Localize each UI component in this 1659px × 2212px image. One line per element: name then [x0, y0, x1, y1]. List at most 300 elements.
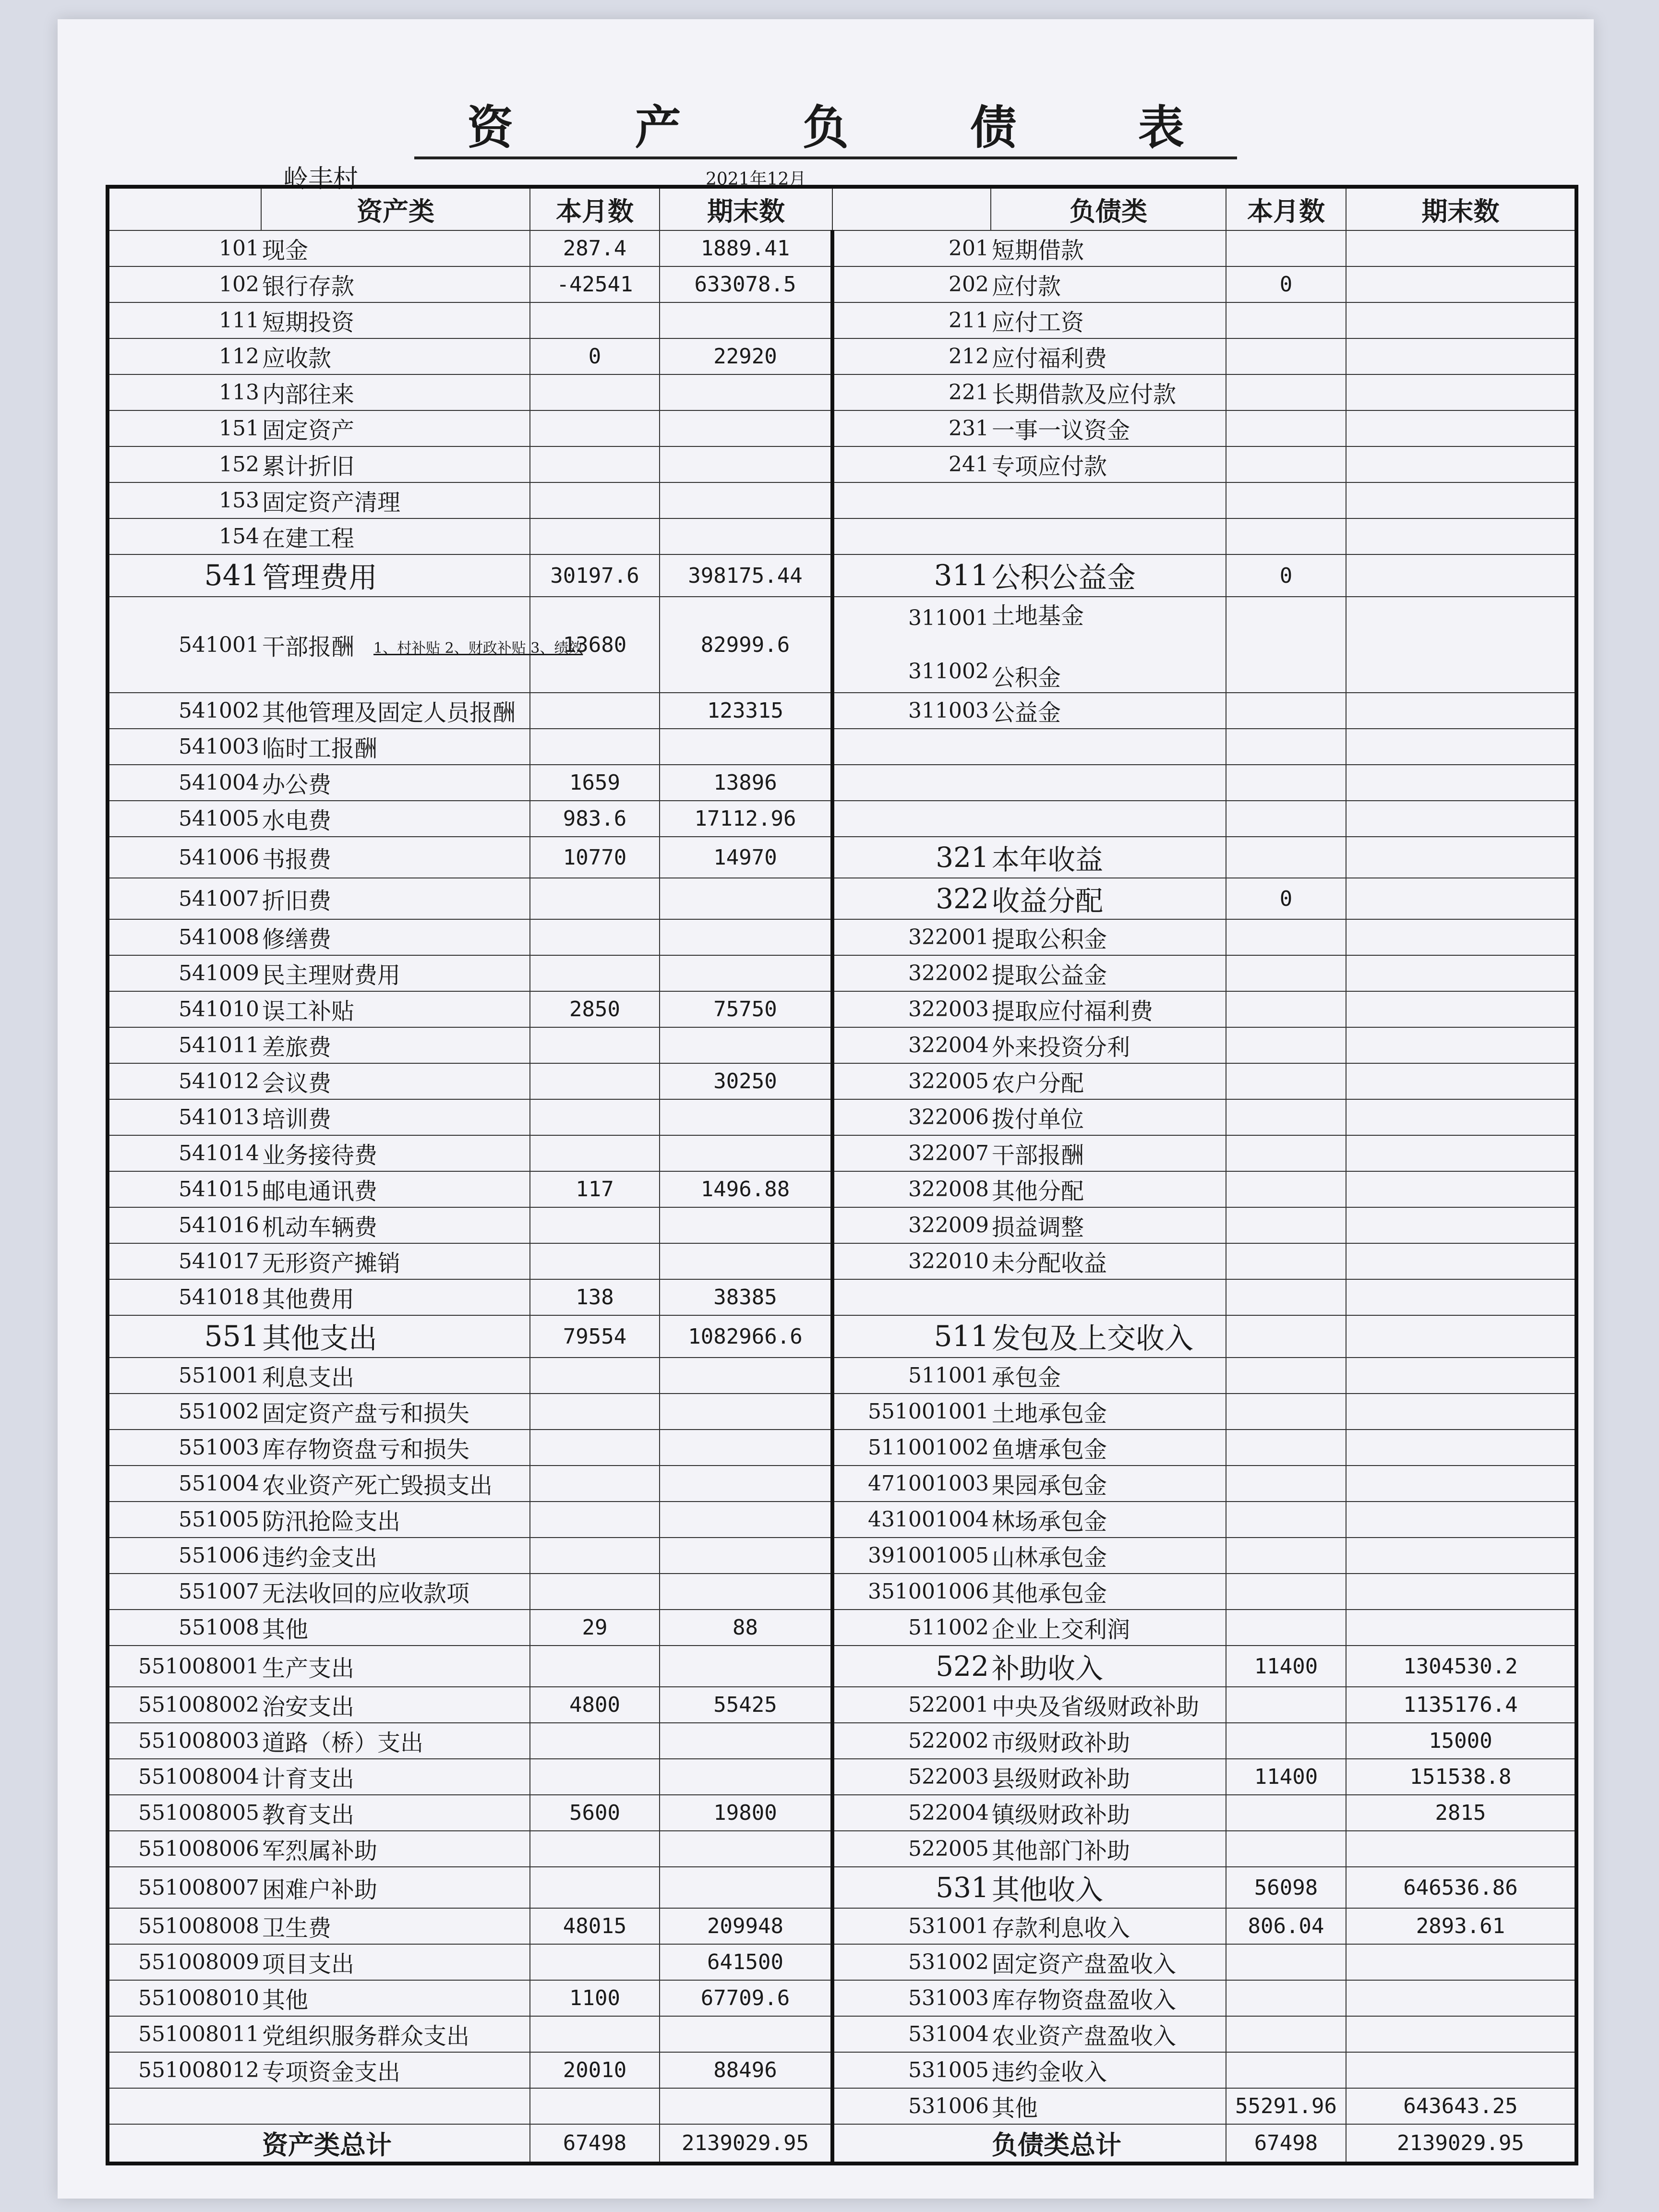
asset-name: 临时工报酬	[261, 729, 530, 765]
asset-end-value	[660, 1867, 832, 1908]
table-row	[108, 1944, 1576, 1980]
liability-month-value	[1226, 338, 1346, 374]
asset-month-value	[530, 1135, 660, 1171]
asset-code: 551002	[108, 1394, 261, 1430]
asset-end-value: 82999.6	[660, 597, 832, 693]
asset-end-value	[660, 1358, 832, 1394]
asset-code: 551006	[108, 1538, 261, 1574]
liability-code: 201	[832, 230, 991, 266]
liability-month-value: 0	[1226, 266, 1346, 302]
asset-end-header: 期末数	[660, 187, 832, 230]
liability-month-value	[1226, 801, 1346, 837]
liability-end-value	[1346, 1831, 1576, 1867]
asset-name: 库存物资盘亏和损失	[261, 1430, 530, 1466]
asset-name: 书报费	[261, 837, 530, 878]
liability-month-header: 本月数	[1226, 187, 1346, 230]
liability-month-value	[1226, 2052, 1346, 2088]
liability-code: 511001	[832, 1358, 991, 1394]
liability-month-value	[1226, 597, 1346, 693]
asset-name: 机动车辆费	[261, 1207, 530, 1243]
liability-name: 收益分配	[991, 878, 1226, 919]
asset-code: 551008012	[108, 2052, 261, 2088]
asset-code: 541001	[108, 597, 261, 693]
liability-code: 322002	[832, 955, 991, 991]
asset-name: 固定资产盘亏和损失	[261, 1394, 530, 1430]
liability-month-value	[1226, 1502, 1346, 1538]
asset-name: 其他费用	[261, 1279, 530, 1315]
asset-name: 应收款	[261, 338, 530, 374]
liability-end-value	[1346, 1944, 1576, 1980]
liability-end-value: 643643.25	[1346, 2088, 1576, 2124]
asset-name: 邮电通讯费	[261, 1171, 530, 1207]
liability-name	[991, 518, 1226, 554]
asset-name: 道路（桥）支出	[261, 1723, 530, 1759]
table-row	[108, 597, 1576, 693]
asset-code: 154	[108, 518, 261, 554]
asset-month-value: 1659	[530, 765, 660, 801]
asset-month-value: 2850	[530, 991, 660, 1027]
header-row	[108, 187, 1576, 230]
asset-month-value	[530, 1723, 660, 1759]
asset-month-value: 983.6	[530, 801, 660, 837]
asset-month-value	[530, 1027, 660, 1063]
liability-name: 干部报酬	[991, 1135, 1226, 1171]
liability-name: 林场承包金	[991, 1502, 1226, 1538]
asset-end-value	[660, 1574, 832, 1610]
asset-month-value: 138	[530, 1279, 660, 1315]
liability-end-value	[1346, 1980, 1576, 2016]
liability-name: 其他部门补助	[991, 1831, 1226, 1867]
table-row	[108, 955, 1576, 991]
asset-name	[261, 2088, 530, 2124]
table-row	[108, 230, 1576, 266]
asset-category-header: 资产类	[261, 187, 530, 230]
asset-end-value	[660, 1207, 832, 1243]
liability-month-value	[1226, 1394, 1346, 1430]
asset-month-value	[530, 955, 660, 991]
table-row	[108, 1135, 1576, 1171]
table-row	[108, 518, 1576, 554]
table-row	[108, 1610, 1576, 1646]
liability-month-value	[1226, 955, 1346, 991]
liability-month-value	[1226, 482, 1346, 518]
liability-name: 公益金	[991, 693, 1226, 729]
liability-month-value: 0	[1226, 878, 1346, 919]
liability-month-value: 11400	[1226, 1759, 1346, 1795]
liability-name: 存款利息收入	[991, 1908, 1226, 1944]
asset-month-value	[530, 1574, 660, 1610]
liability-month-value	[1226, 1574, 1346, 1610]
asset-month-value	[530, 374, 660, 410]
liability-month-value	[1226, 1171, 1346, 1207]
asset-code: 541012	[108, 1063, 261, 1099]
liability-code: 322007	[832, 1135, 991, 1171]
liability-code: 221	[832, 374, 991, 410]
asset-code: 111	[108, 302, 261, 338]
table-row	[108, 1207, 1576, 1243]
asset-code: 551008008	[108, 1908, 261, 1944]
asset-code: 541006	[108, 837, 261, 878]
liability-name: 市级财政补助	[991, 1723, 1226, 1759]
asset-end-value: 88	[660, 1610, 832, 1646]
asset-code: 541018	[108, 1279, 261, 1315]
liability-end-value	[1346, 1207, 1576, 1243]
liability-name: 补助收入	[991, 1646, 1226, 1687]
asset-end-value	[660, 1466, 832, 1502]
liability-name: 提取公积金	[991, 919, 1226, 955]
asset-month-value: 0	[530, 338, 660, 374]
table-row	[108, 1063, 1576, 1099]
table-row	[108, 1908, 1576, 1944]
totals-row	[108, 2124, 1576, 2164]
table-row	[108, 1502, 1576, 1538]
asset-name: 无法收回的应收款项	[261, 1574, 530, 1610]
asset-code: 551003	[108, 1430, 261, 1466]
liability-end-value	[1346, 2016, 1576, 2052]
table-row	[108, 1279, 1576, 1315]
asset-code: 541013	[108, 1099, 261, 1135]
asset-month-value	[530, 878, 660, 919]
asset-month-value	[530, 410, 660, 446]
asset-month-value: 1100	[530, 1980, 660, 2016]
liability-code: 522	[832, 1646, 991, 1687]
asset-end-value	[660, 1099, 832, 1135]
asset-name: 固定资产清理	[261, 482, 530, 518]
asset-code: 551008003	[108, 1723, 261, 1759]
asset-end-value	[660, 1831, 832, 1867]
asset-month-value	[530, 482, 660, 518]
asset-end-value	[660, 1759, 832, 1795]
liability-name: 其他收入	[991, 1867, 1226, 1908]
liability-end-value	[1346, 1171, 1576, 1207]
liability-end-value	[1346, 878, 1576, 919]
liability-month-value	[1226, 1358, 1346, 1394]
asset-code: 113	[108, 374, 261, 410]
liability-end-value	[1346, 1243, 1576, 1279]
asset-end-value: 17112.96	[660, 801, 832, 837]
table-row	[108, 1867, 1576, 1908]
asset-name: 计育支出	[261, 1759, 530, 1795]
liability-month-value: 0	[1226, 554, 1346, 597]
liability-name: 发包及上交收入	[991, 1315, 1226, 1358]
asset-name: 治安支出	[261, 1687, 530, 1723]
asset-code: 541011	[108, 1027, 261, 1063]
asset-end-value: 1082966.6	[660, 1315, 832, 1358]
subsidy-notes: 1、村补贴 2、财政补贴 3、绩效	[373, 640, 583, 657]
table-row	[108, 919, 1576, 955]
asset-total-month: 67498	[530, 2124, 660, 2164]
asset-end-value: 123315	[660, 693, 832, 729]
liability-month-value: 56098	[1226, 1867, 1346, 1908]
asset-month-value: 5600	[530, 1795, 660, 1831]
asset-end-value: 1889.41	[660, 230, 832, 266]
asset-month-value	[530, 1358, 660, 1394]
liability-code: 351001006	[832, 1574, 991, 1610]
liability-name: 镇级财政补助	[991, 1795, 1226, 1831]
table-row	[108, 338, 1576, 374]
asset-end-value: 209948	[660, 1908, 832, 1944]
liability-name: 县级财政补助	[991, 1759, 1226, 1795]
liability-name: 违约金收入	[991, 2052, 1226, 2088]
liability-code: 522005	[832, 1831, 991, 1867]
table-row	[108, 765, 1576, 801]
liability-name: 外来投资分利	[991, 1027, 1226, 1063]
table-row	[108, 2088, 1576, 2124]
asset-end-value	[660, 1394, 832, 1430]
asset-code: 112	[108, 338, 261, 374]
asset-code: 551008	[108, 1610, 261, 1646]
asset-name: 修缮费	[261, 919, 530, 955]
table-row	[108, 1243, 1576, 1279]
asset-month-value	[530, 729, 660, 765]
liability-end-value	[1346, 919, 1576, 955]
liability-name: 其他分配	[991, 1171, 1226, 1207]
asset-code: 551	[108, 1315, 261, 1358]
liability-code: 531002	[832, 1944, 991, 1980]
liability-month-value	[1226, 1795, 1346, 1831]
liability-end-value	[1346, 2052, 1576, 2088]
liability-code	[832, 729, 991, 765]
liability-code: 322001	[832, 919, 991, 955]
liability-name: 农业资产盘盈收入	[991, 2016, 1226, 2052]
liability-end-value	[1346, 1502, 1576, 1538]
liability-code: 471001003	[832, 1466, 991, 1502]
liability-code: 551001001	[832, 1394, 991, 1430]
liability-name: 其他	[991, 2088, 1226, 2124]
table-row	[108, 374, 1576, 410]
liability-month-value	[1226, 1723, 1346, 1759]
asset-end-value	[660, 302, 832, 338]
liability-code: 522002	[832, 1723, 991, 1759]
asset-name: 短期投资	[261, 302, 530, 338]
liability-month-value: 55291.96	[1226, 2088, 1346, 2124]
asset-end-value: 1496.88	[660, 1171, 832, 1207]
asset-code: 551008001	[108, 1646, 261, 1687]
liability-end-value	[1346, 765, 1576, 801]
liability-code: 211	[832, 302, 991, 338]
asset-month-value	[530, 1430, 660, 1466]
asset-month-value: 30197.6	[530, 554, 660, 597]
village-name: 岭丰村	[283, 165, 359, 193]
liability-end-value	[1346, 410, 1576, 446]
asset-end-value: 67709.6	[660, 1980, 832, 2016]
asset-code: 551008011	[108, 2016, 261, 2052]
table-row	[108, 1027, 1576, 1063]
asset-end-value: 38385	[660, 1279, 832, 1315]
asset-end-value	[660, 955, 832, 991]
table-row	[108, 1466, 1576, 1502]
asset-name: 其他管理及固定人员报酬	[261, 693, 530, 729]
liability-name: 提取应付福利费	[991, 991, 1226, 1027]
table-row	[108, 1171, 1576, 1207]
balance-sheet-table	[106, 185, 1578, 2165]
asset-code: 541016	[108, 1207, 261, 1243]
liability-month-value	[1226, 919, 1346, 955]
asset-name: 固定资产	[261, 410, 530, 446]
asset-name: 在建工程	[261, 518, 530, 554]
table-row	[108, 729, 1576, 765]
asset-month-value	[530, 518, 660, 554]
asset-month-value: 117	[530, 1171, 660, 1207]
asset-month-value: 10770	[530, 837, 660, 878]
asset-month-value	[530, 302, 660, 338]
asset-code: 153	[108, 482, 261, 518]
liability-code: 322005	[832, 1063, 991, 1099]
asset-name: 差旅费	[261, 1027, 530, 1063]
asset-end-value	[660, 1723, 832, 1759]
asset-month-value	[530, 1646, 660, 1687]
liability-end-value: 151538.8	[1346, 1759, 1576, 1795]
liability-code: 322004	[832, 1027, 991, 1063]
liability-code: 322006	[832, 1099, 991, 1135]
liability-month-value	[1226, 2016, 1346, 2052]
liability-end-value: 15000	[1346, 1723, 1576, 1759]
asset-end-value	[660, 1243, 832, 1279]
asset-end-value	[660, 729, 832, 765]
table-row	[108, 693, 1576, 729]
asset-end-value: 55425	[660, 1687, 832, 1723]
liability-end-value	[1346, 801, 1576, 837]
liability-code: 311001 311002	[832, 597, 991, 693]
asset-name: 折旧费	[261, 878, 530, 919]
asset-code: 551008004	[108, 1759, 261, 1795]
liability-month-value	[1226, 1135, 1346, 1171]
liability-month-value	[1226, 1207, 1346, 1243]
liability-month-value	[1226, 837, 1346, 878]
asset-name: 会议费	[261, 1063, 530, 1099]
table-row	[108, 1646, 1576, 1687]
liability-code: 522004	[832, 1795, 991, 1831]
liability-code: 241	[832, 446, 991, 482]
asset-end-value: 13896	[660, 765, 832, 801]
asset-code: 541017	[108, 1243, 261, 1279]
liability-end-value: 1135176.4	[1346, 1687, 1576, 1723]
asset-month-value	[530, 1831, 660, 1867]
table-row	[108, 1980, 1576, 2016]
liability-end-value: 646536.86	[1346, 1867, 1576, 1908]
liability-month-value	[1226, 1610, 1346, 1646]
liability-end-value	[1346, 1063, 1576, 1099]
table-row	[108, 801, 1576, 837]
asset-total-end: 2139029.95	[660, 2124, 832, 2164]
liability-code: 531001	[832, 1908, 991, 1944]
liability-code: 231	[832, 410, 991, 446]
liability-name	[991, 765, 1226, 801]
liability-code: 511001002	[832, 1430, 991, 1466]
liability-end-value	[1346, 1538, 1576, 1574]
asset-end-value	[660, 374, 832, 410]
liability-month-value	[1226, 765, 1346, 801]
liability-name: 专项应付款	[991, 446, 1226, 482]
liability-code	[832, 801, 991, 837]
liability-month-value	[1226, 1027, 1346, 1063]
liability-month-value	[1226, 1430, 1346, 1466]
liability-code: 431001004	[832, 1502, 991, 1538]
asset-end-value	[660, 518, 832, 554]
liability-code	[832, 482, 991, 518]
asset-month-value	[530, 1867, 660, 1908]
table-row	[108, 2052, 1576, 2088]
asset-code: 541015	[108, 1171, 261, 1207]
liability-code: 202	[832, 266, 991, 302]
asset-code: 541005	[108, 801, 261, 837]
asset-code: 551008009	[108, 1944, 261, 1980]
asset-end-value	[660, 410, 832, 446]
asset-month-value: 4800	[530, 1687, 660, 1723]
liability-name: 应付款	[991, 266, 1226, 302]
liability-end-value	[1346, 693, 1576, 729]
asset-code: 551001	[108, 1358, 261, 1394]
liability-category-header: 负债类	[991, 187, 1226, 230]
asset-name: 误工补贴	[261, 991, 530, 1027]
liability-name: 农户分配	[991, 1063, 1226, 1099]
asset-name: 无形资产摊销	[261, 1243, 530, 1279]
table-row	[108, 1723, 1576, 1759]
liability-month-value	[1226, 1831, 1346, 1867]
asset-month-value	[530, 1759, 660, 1795]
liability-end-value	[1346, 230, 1576, 266]
liability-name: 其他承包金	[991, 1574, 1226, 1610]
table-row	[108, 1394, 1576, 1430]
asset-end-value	[660, 2016, 832, 2052]
asset-end-value: 14970	[660, 837, 832, 878]
liability-name: 应付工资	[991, 302, 1226, 338]
asset-name: 水电费	[261, 801, 530, 837]
liability-name: 果园承包金	[991, 1466, 1226, 1502]
table-row	[108, 1099, 1576, 1135]
liability-name: 库存物资盘盈收入	[991, 1980, 1226, 2016]
asset-name: 困难户补助	[261, 1867, 530, 1908]
table-row	[108, 482, 1576, 518]
liability-name	[991, 482, 1226, 518]
asset-code: 541010	[108, 991, 261, 1027]
asset-name: 卫生费	[261, 1908, 530, 1944]
asset-code: 151	[108, 410, 261, 446]
liability-end-value	[1346, 1610, 1576, 1646]
liability-code	[832, 765, 991, 801]
asset-month-value: 13680	[530, 597, 660, 693]
asset-end-value	[660, 1502, 832, 1538]
liability-total-end: 2139029.95	[1346, 2124, 1576, 2164]
asset-month-value	[530, 1538, 660, 1574]
asset-month-value	[530, 1099, 660, 1135]
asset-name: 利息支出	[261, 1358, 530, 1394]
liability-end-value	[1346, 1135, 1576, 1171]
liability-code	[832, 518, 991, 554]
asset-month-value: 287.4	[530, 230, 660, 266]
liability-name	[991, 729, 1226, 765]
liability-end-value: 2815	[1346, 1795, 1576, 1831]
asset-name: 违约金支出	[261, 1538, 530, 1574]
asset-month-value	[530, 1394, 660, 1430]
asset-end-value: 30250	[660, 1063, 832, 1099]
asset-month-value	[530, 2088, 660, 2124]
asset-code: 541002	[108, 693, 261, 729]
asset-name: 民主理财费用	[261, 955, 530, 991]
liability-code: 531005	[832, 2052, 991, 2088]
liability-end-value	[1346, 446, 1576, 482]
liability-name: 固定资产盘盈收入	[991, 1944, 1226, 1980]
asset-name: 业务接待费	[261, 1135, 530, 1171]
liability-end-value	[1346, 1394, 1576, 1430]
asset-name: 干部报酬 1、村补贴 2、财政补贴 3、绩效	[261, 597, 530, 693]
liability-total-label: 负债类总计	[991, 2124, 1226, 2164]
liability-month-value	[1226, 1944, 1346, 1980]
liability-code: 522003	[832, 1759, 991, 1795]
asset-code: 101	[108, 230, 261, 266]
asset-month-value: 20010	[530, 2052, 660, 2088]
asset-month-value: 29	[530, 1610, 660, 1646]
